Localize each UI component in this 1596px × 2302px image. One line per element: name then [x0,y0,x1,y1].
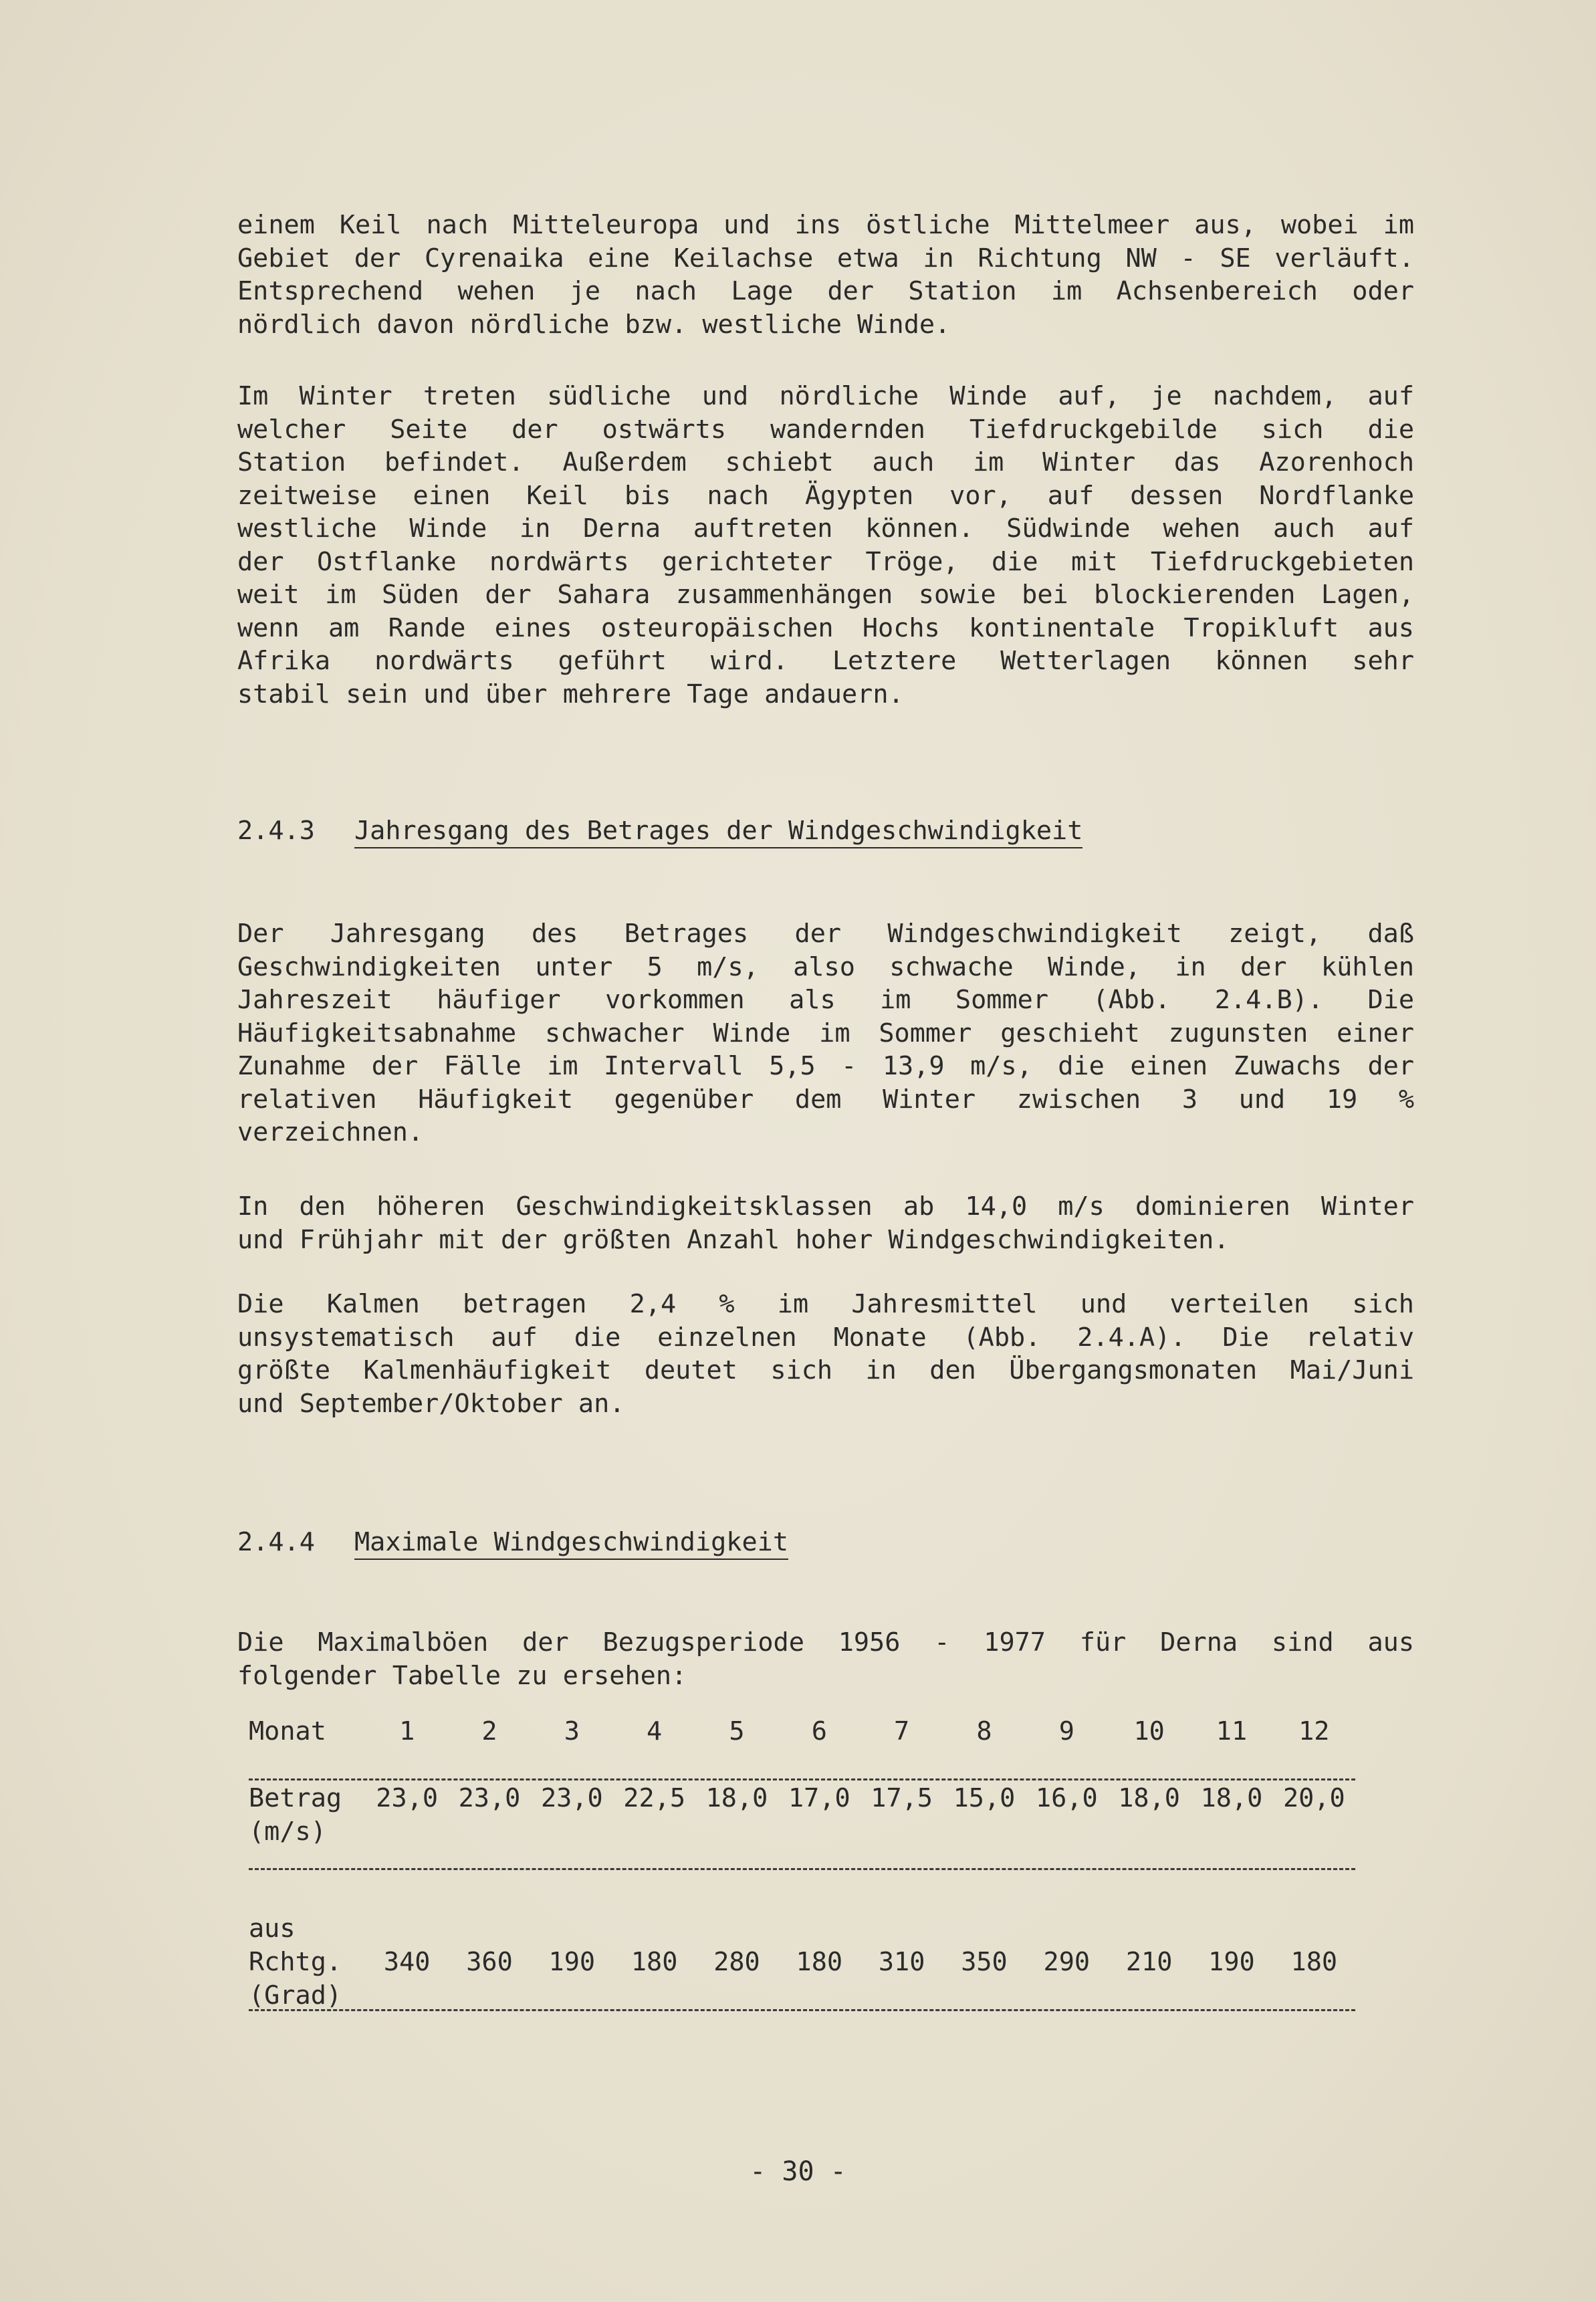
section-number: 2.4.4 [237,1527,315,1557]
table-row-dir-label [249,1912,1355,1946]
month-cell: 6 [811,1716,827,1746]
section-title: Maximale Windgeschwindigkeit [354,1527,788,1560]
page-number: - 30 - [750,2156,846,2187]
row-label-unit: (m/s) [249,1817,326,1847]
month-cell: 5 [729,1716,745,1746]
text-line: Station befindet. Außerdem schiebt auch im Winter das Azorenhoch [237,447,1414,477]
paragraph-keil [237,209,1414,341]
month-cell: 4 [647,1716,663,1746]
max-gust-table [249,1715,1355,2012]
speed-cell: 23,0 [376,1783,439,1813]
text-line: westliche Winde in Derna auftreten können. Südwinde wehen auch auf [237,513,1414,544]
speed-cell: 22,5 [623,1783,685,1813]
speed-cell: 18,0 [705,1783,768,1813]
text-line: und September/Oktober an. [237,1388,625,1419]
text-line: wenn am Rande eines osteuropäischen Hochs kontinentale Tropikluft aus [237,612,1414,643]
text-line: und Frühjahr mit der größten Anzahl hoher Windgeschwindigkeiten. [237,1224,1230,1255]
month-cell: 12 [1298,1716,1330,1746]
direction-cell: 210 [1125,1947,1173,1977]
text-line: nördlich davon nördliche bzw. westliche Winde. [237,309,951,340]
direction-cell: 180 [631,1947,678,1977]
direction-cell: 340 [383,1947,431,1977]
speed-cell: 23,0 [540,1783,603,1813]
text-line: der Ostflanke nordwärts gerichteter Tröge, die mit Tiefdruckgebieten [237,546,1414,577]
text-line: unsystematisch auf die einzelnen Monate (Abb. 2.4.A). Die relativ [237,1322,1414,1353]
text-line: Geschwindigkeiten unter 5 m/s, also schwache Winde, in der kühlen [237,951,1414,982]
text-line: Afrika nordwärts geführt wird. Letztere Wetterlagen können sehr [237,646,1414,676]
text-line: Der Jahresgang des Betrages der Windgeschwindigkeit zeigt, daß [237,919,1414,949]
table-divider [249,2009,1355,2011]
paragraph-jahresgang [237,917,1414,1149]
table-row-speed [249,1782,1355,1815]
month-cell: 7 [894,1716,910,1746]
text-line: folgender Tabelle zu ersehen: [237,1660,687,1691]
text-line: relativen Häufigkeit gegenüber dem Winter zwischen 3 und 19 % [237,1084,1414,1115]
text-line: verzeichnen. [237,1117,424,1147]
section-title: Jahresgang des Betrages der Windgeschwindigkeit [354,816,1082,848]
speed-cell: 20,0 [1282,1783,1345,1813]
direction-cell: 180 [1290,1947,1338,1977]
row-label-unit: (Grad) [249,1980,342,2010]
speed-cell: 18,0 [1118,1783,1180,1813]
section-heading-2-4-4 [237,1526,788,1559]
text-line: zeitweise einen Keil bis nach Ägypten vor, auf dessen Nordflanke [237,480,1414,511]
direction-cell: 310 [878,1947,925,1977]
direction-cell: 290 [1043,1947,1091,1977]
text-line: Im Winter treten südliche und nördliche Winde auf, je nachdem, auf [237,381,1414,411]
direction-cell: 190 [548,1947,596,1977]
text-line: Zunahme der Fälle im Intervall 5,5 - 13,9 m/s, die einen Zuwachs der [237,1051,1414,1081]
direction-cell: 350 [961,1947,1008,1977]
month-cell: 9 [1058,1716,1074,1746]
text-line: Gebiet der Cyrenaika eine Keilachse etwa in Richtung NW - SE verläuft. [237,243,1414,273]
text-line: größte Kalmenhäufigkeit deutet sich in den Übergangsmonaten Mai/Juni [237,1355,1414,1385]
paragraph-maximalboeen [237,1626,1414,1692]
text-line: welcher Seite der ostwärts wandernden Tiefdruckgebilde sich die [237,414,1414,445]
row-label: aus [249,1914,296,1944]
speed-cell: 23,0 [458,1783,521,1813]
section-number: 2.4.3 [237,816,315,846]
month-cell: 2 [481,1716,497,1746]
speed-cell: 15,0 [953,1783,1016,1813]
text-line: weit im Süden der Sahara zusammenhängen sowie bei blockierenden Lagen, [237,580,1414,610]
row-label: Monat [249,1716,326,1746]
paragraph-winter [237,380,1414,711]
text-line: Entsprechend wehen je nach Lage der Station im Achsenbereich oder [237,276,1414,306]
speed-cell: 17,5 [871,1783,933,1813]
table-divider [249,1868,1355,1870]
speed-cell: 16,0 [1035,1783,1098,1813]
direction-cell: 190 [1208,1947,1255,1977]
table-row-direction [249,1946,1355,1979]
text-line: Häufigkeitsabnahme schwacher Winde im Sommer geschieht zugunsten einer [237,1018,1414,1048]
month-cell: 11 [1216,1716,1248,1746]
paragraph-hoehere-klassen [237,1190,1414,1256]
text-line: Die Kalmen betragen 2,4 % im Jahresmittel und verteilen sich [237,1289,1414,1319]
row-label: Betrag [249,1783,342,1813]
month-cell: 8 [976,1716,992,1746]
direction-cell: 180 [796,1947,843,1977]
section-heading-2-4-3 [237,814,1082,848]
month-cell: 3 [564,1716,580,1746]
table-divider [249,1778,1355,1780]
month-cell: 10 [1133,1716,1165,1746]
month-cell: 1 [399,1716,415,1746]
table-row-speed-unit [249,1815,1355,1849]
text-line: Die Maximalböen der Bezugsperiode 1956 - 1977 für Derna sind aus [237,1627,1414,1657]
speed-cell: 17,0 [788,1783,850,1813]
direction-cell: 360 [466,1947,513,1977]
table-header-row [249,1715,1355,1762]
text-line: einem Keil nach Mitteleuropa und ins östliche Mittelmeer aus, wobei im [237,210,1414,240]
speed-cell: 18,0 [1200,1783,1263,1813]
row-label: Rchtg. [249,1947,342,1977]
direction-cell: 280 [713,1947,760,1977]
text-line: stabil sein und über mehrere Tage andauern. [237,679,904,709]
text-line: In den höheren Geschwindigkeitsklassen ab 14,0 m/s dominieren Winter [237,1191,1414,1222]
table-row-dir-unit [249,1979,1355,2012]
paragraph-kalmen [237,1288,1414,1420]
text-line: Jahreszeit häufiger vorkommen als im Sommer (Abb. 2.4.B). Die [237,985,1414,1015]
